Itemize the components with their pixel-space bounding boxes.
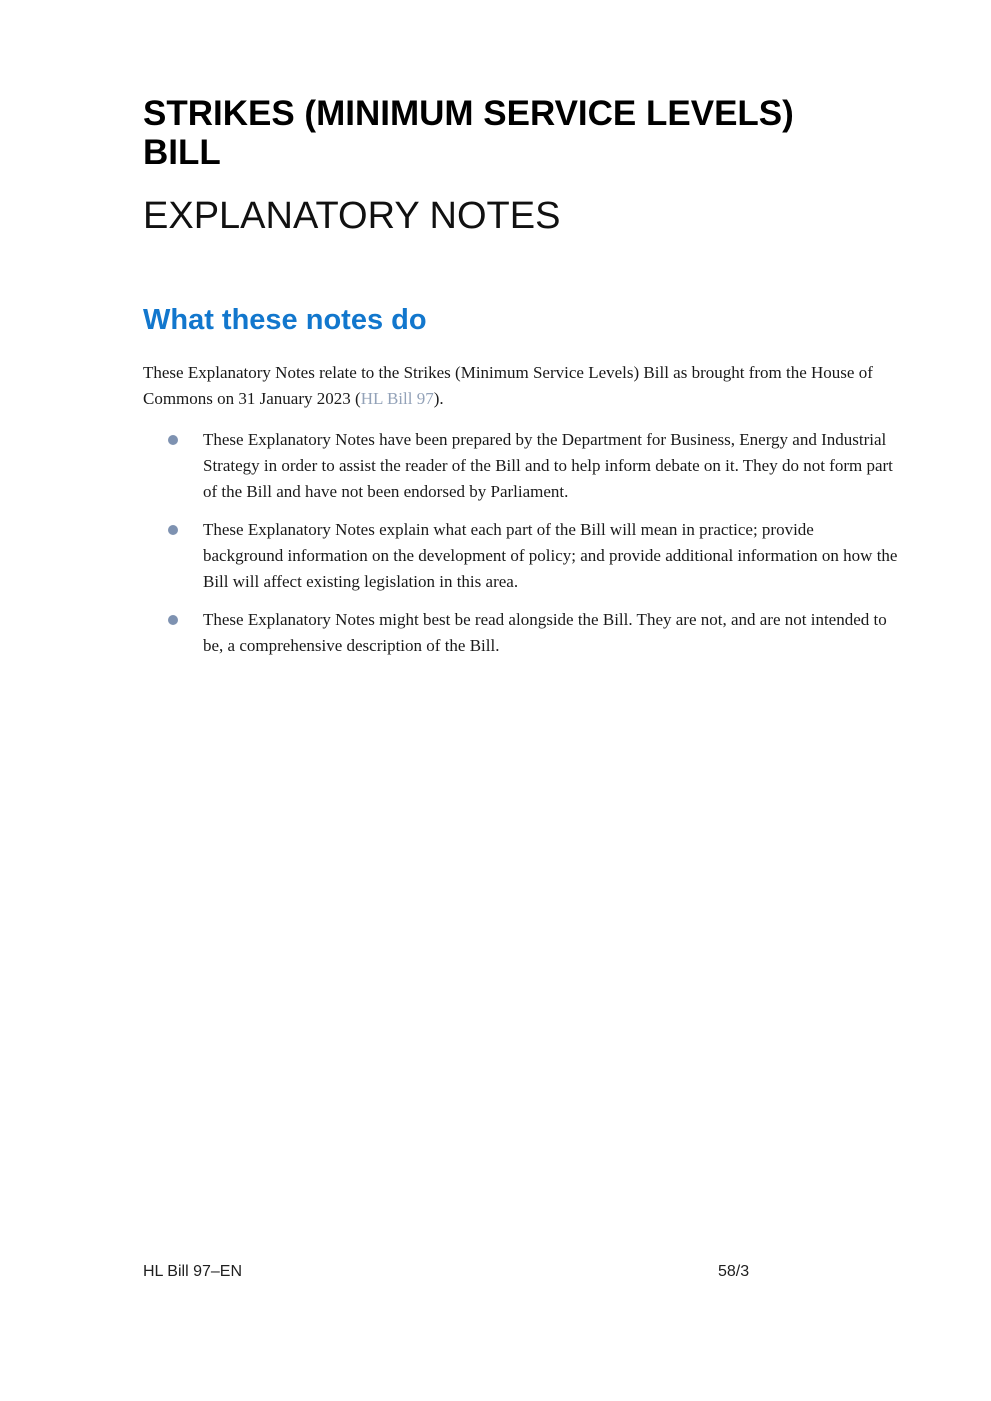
intro-text-after: ). xyxy=(433,389,444,408)
bullet-item xyxy=(143,517,898,595)
bullet-icon xyxy=(168,525,178,535)
bullet-text: These Explanatory Notes have been prepared by the Department for Business, Energy and Industrial Strategy in order to assist the reader of the Bill and to help inform debate on it. They do not form part of the Bill and have not been endorsed by Parliament. xyxy=(203,430,893,501)
bullet-icon xyxy=(168,435,178,445)
bullet-item xyxy=(143,607,898,659)
bullet-list xyxy=(143,427,898,659)
bullet-icon xyxy=(168,615,178,625)
footer-bill-number: HL Bill 97–EN xyxy=(143,1263,243,1280)
intro-text-before: These Explanatory Notes relate to the Strikes (Minimum Service Levels) Bill as brought from the House of Commons on 31 January 2023 ( xyxy=(143,363,873,408)
footer-page-number: 58/3 xyxy=(718,1263,750,1280)
section-heading: What these notes do xyxy=(143,304,427,336)
bullet-text: These Explanatory Notes might best be read alongside the Bill. They are not, and are not intended to be, a comprehensive description of the Bill. xyxy=(203,610,887,655)
bill-title: STRIKES (MINIMUM SERVICE LEVELS) BILL xyxy=(143,94,794,172)
bullet-item xyxy=(143,427,898,505)
bullet-text: These Explanatory Notes explain what each part of the Bill will mean in practice; provide background information on the development of policy; and provide additional information on how the Bill will affect existing legislation in this area. xyxy=(203,520,898,591)
doc-subtitle: EXPLANATORY NOTES xyxy=(143,195,561,237)
hl-bill-link[interactable]: HL Bill 97 xyxy=(360,389,434,408)
intro-paragraph xyxy=(143,360,898,412)
